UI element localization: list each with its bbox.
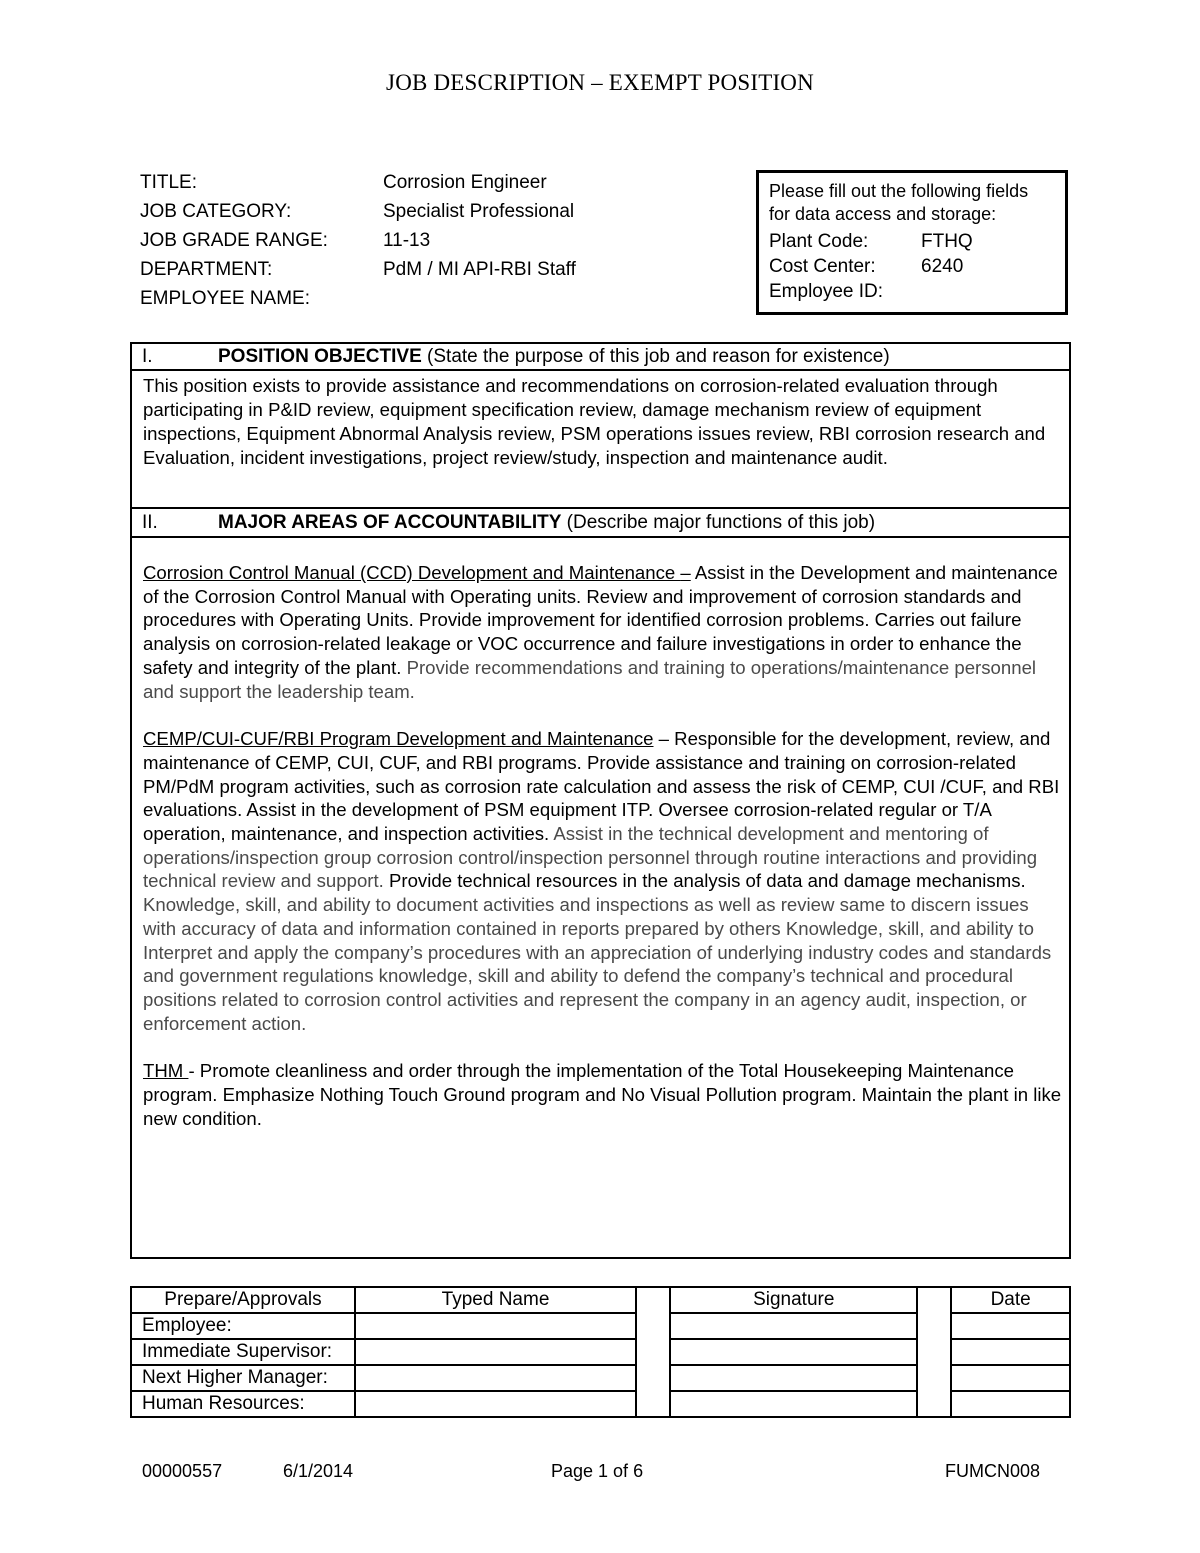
position-objective-section xyxy=(130,342,1071,509)
data-box-instruction: for data access and storage: xyxy=(769,204,997,224)
typed-name-cell[interactable] xyxy=(355,1313,636,1339)
section-body: This position exists to provide assistance and recommendations on corrosion-related evaluation through participating in P&ID review, equipment specification review, damage mechanism review of equipment inspections, Equipment Abnormal Analysis review, PSM operations issues review, RBI corrosion research and Evaluation, incident investigations, project review/study, inspection and maintenance audit. xyxy=(143,375,1046,468)
info-label: JOB CATEGORY: xyxy=(140,201,292,222)
section-number: II. xyxy=(142,512,158,533)
section-heading: MAJOR AREAS OF ACCOUNTABILITY xyxy=(218,512,562,533)
cost-center-value[interactable]: 6240 xyxy=(921,256,964,277)
column-spacer xyxy=(917,1287,951,1417)
accountability-text: Assist in the Development and maintenance of the Corrosion Control Manual with Operating units. Review and improvement of corrosion standards and procedures with Operating Units. Provide improvement for identified corrosion problems. Carries out failure analysis on corrosion-related leakage or VOC occurrence and failure investigations in order to enhance the safety and integrity of the plant. xyxy=(143,562,1058,678)
section-heading: POSITION OBJECTIVE xyxy=(218,346,422,367)
plant-code-row xyxy=(769,231,1059,253)
info-value: Specialist Professional xyxy=(383,201,575,222)
section-subheading: (State the purpose of this job and reason for existence) xyxy=(421,346,890,367)
column-header: Date xyxy=(951,1287,1070,1313)
approvals-table xyxy=(130,1286,1071,1418)
typed-name-cell[interactable] xyxy=(355,1391,636,1417)
info-value: Corrosion Engineer xyxy=(383,172,547,193)
section-header xyxy=(132,344,1069,371)
accountability-text: Assist in the technical development and mentoring of operations/inspection group corrosion control/inspection personnel through routine interactions and providing technical review and support. xyxy=(143,823,1038,892)
footer-doc-number: 00000557 xyxy=(142,1461,223,1481)
accountability-text: – Responsible for the development, review, and maintenance of CEMP, CUI, CUF, and RBI programs. Provide assistance and training on corrosion-related PM/PdM program activities, such as corrosion rate calculation and assess the risk of CEMP, CUI /CUF, and RBI evaluations. Assist in the development of PSM equipment ITP. Oversee corrosion-related regular or T/A operation, maintenance, and inspection activities. xyxy=(143,728,1060,845)
info-label: TITLE: xyxy=(140,172,198,193)
data-box-instruction: Please fill out the following fields xyxy=(769,181,1029,201)
info-value: 11-13 xyxy=(383,230,431,251)
data-access-box xyxy=(756,170,1068,315)
info-label: JOB GRADE RANGE: xyxy=(140,230,328,251)
typed-name-cell[interactable] xyxy=(355,1339,636,1365)
employee-id-label: Employee ID: xyxy=(769,281,884,302)
approvals-header-row xyxy=(131,1287,1070,1313)
accountability-dash: – xyxy=(680,562,691,583)
date-cell[interactable] xyxy=(951,1313,1070,1339)
approver-role: Immediate Supervisor: xyxy=(131,1339,355,1365)
approver-role: Human Resources: xyxy=(131,1391,355,1417)
accountability-text: Provide recommendations and training to operations/maintenance personnel and support the leadership team. xyxy=(143,656,1037,702)
column-header: Signature xyxy=(670,1287,917,1313)
accountability-cemp xyxy=(143,727,1065,1035)
info-label: EMPLOYEE NAME: xyxy=(140,288,310,309)
date-cell[interactable] xyxy=(951,1365,1070,1391)
section-number: I. xyxy=(142,346,153,367)
section-header xyxy=(132,509,1069,538)
section-body xyxy=(143,561,1065,1154)
section-title xyxy=(218,509,875,536)
plant-code-label: Plant Code: xyxy=(769,231,869,252)
accountability-text: Provide technical resources in the analysis of data and damage mechanisms. xyxy=(383,870,1026,892)
signature-cell[interactable] xyxy=(670,1313,917,1339)
column-spacer xyxy=(636,1287,670,1417)
section-title xyxy=(218,344,890,369)
cost-center-row xyxy=(769,256,1059,278)
date-cell[interactable] xyxy=(951,1391,1070,1417)
accountability-title: Corrosion Control Manual (CCD) Development and Maintenance xyxy=(143,562,681,583)
footer-date: 6/1/2014 xyxy=(283,1461,354,1481)
accountability-title: CEMP/CUI-CUF/RBI Program Development and Maintenance xyxy=(143,728,654,750)
signature-cell[interactable] xyxy=(670,1365,917,1391)
section-subheading: (Describe major functions of this job) xyxy=(561,512,876,533)
employee-id-row xyxy=(769,281,1059,303)
column-header: Typed Name xyxy=(355,1287,636,1313)
column-header: Prepare/Approvals xyxy=(131,1287,355,1313)
typed-name-cell[interactable] xyxy=(355,1365,636,1391)
cost-center-label: Cost Center: xyxy=(769,256,876,277)
accountability-title: THM xyxy=(143,1060,189,1082)
footer-form-code: FUMCN008 xyxy=(945,1461,1041,1481)
signature-cell[interactable] xyxy=(670,1339,917,1365)
accountability-text: - Promote cleanliness and order through the implementation of the Total Housekeeping Maintenance program. Emphasize Nothing Touch Ground program and No Visual Pollution program. Maintain the plant in like new condition. xyxy=(143,1060,1062,1129)
major-areas-section xyxy=(130,507,1071,1259)
document-title: JOB DESCRIPTION – EXEMPT POSITION xyxy=(386,70,814,95)
signature-cell[interactable] xyxy=(670,1391,917,1417)
approver-role: Employee: xyxy=(131,1313,355,1339)
info-value: PdM / MI API-RBI Staff xyxy=(383,259,576,280)
accountability-thm xyxy=(143,1059,1065,1130)
footer-page-number: Page 1 of 6 xyxy=(551,1461,644,1481)
plant-code-value[interactable]: FTHQ xyxy=(921,231,973,252)
date-cell[interactable] xyxy=(951,1339,1070,1365)
accountability-ccd xyxy=(143,561,1065,703)
info-label: DEPARTMENT: xyxy=(140,259,273,280)
accountability-text: Knowledge, skill, and ability to document activities and inspections as well as review same to discern issues with accuracy of data and information contained in reports prepared by others Knowledge, skill, and ability to Interpret and apply the company’s procedures with an appreciation of underlying industry codes and standards and government regulations knowledge, skill and ability to defend the company’s technical and procedural positions related to corrosion control activities and represent the company in an agency audit, inspection, or enforcement action. xyxy=(143,894,1052,1034)
approver-role: Next Higher Manager: xyxy=(131,1365,355,1391)
